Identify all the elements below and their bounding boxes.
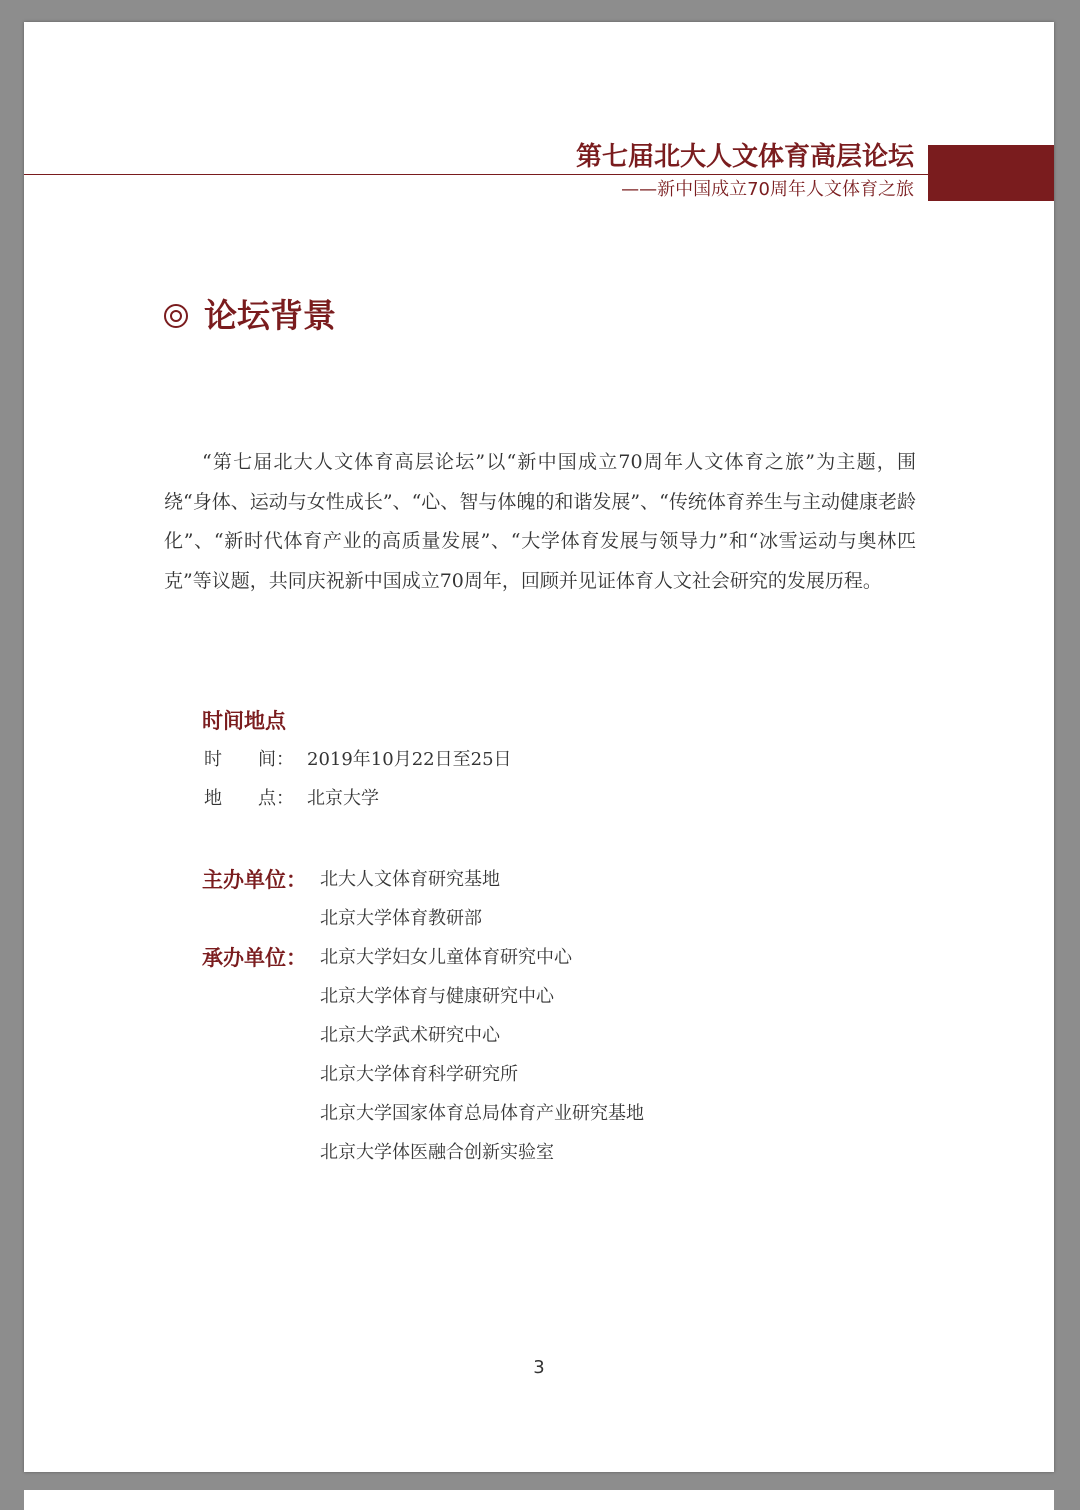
header-title: 第七届北大人文体育高层论坛: [575, 142, 914, 172]
co-organizer-item: 北京大学国家体育总局体育产业研究基地: [320, 1103, 644, 1124]
co-organizer-list: [320, 938, 644, 1172]
section-title: 论坛背景: [204, 296, 336, 335]
co-organizer-item: 北京大学武术研究中心: [320, 1025, 500, 1046]
double-circle-icon: [164, 304, 188, 328]
host-list: [320, 860, 500, 938]
co-organizer-label: 承办单位：: [202, 945, 307, 970]
document-page: [24, 22, 1054, 1472]
co-organizer-item: 北京大学体医融合创新实验室: [320, 1142, 554, 1163]
co-organizer-item: 北京大学体育与健康研究中心: [320, 986, 554, 1007]
time-place-heading: 时间地点: [202, 708, 286, 733]
host-item: 北京大学体育教研部: [320, 908, 482, 929]
header-subtitle: ——新中国成立70周年人文体育之旅: [621, 179, 914, 200]
next-page-edge: [24, 1490, 1054, 1510]
host-item: 北大人文体育研究基地: [320, 869, 500, 890]
time-row: [204, 747, 512, 773]
co-organizer-item: 北京大学妇女儿童体育研究中心: [320, 947, 572, 968]
place-value: 北京大学: [307, 788, 379, 809]
time-value: 2019年10月22日至25日: [307, 749, 512, 770]
section-heading: [164, 294, 336, 338]
intro-paragraph: “第七届北大人文体育高层论坛”以“新中国成立70周年人文体育之旅”为主题，围绕“身体、运动与女性成长”、“心、智与体魄的和谐发展”、“传统体育养生与主动健康老龄化”、“新时代体育产业的高质量发展”、“大学体育发展与领导力”和“冰雪运动与奥林匹克”等议题，共同庆祝新中国成立70周年，回顾并见证体育人文社会研究的发展历程。: [164, 451, 916, 592]
header-rule: [24, 174, 928, 175]
co-organizer-item: 北京大学体育科学研究所: [320, 1064, 518, 1085]
place-label: 地 点：: [204, 788, 294, 809]
time-label: 时 间：: [204, 749, 294, 770]
header-accent-block: [928, 145, 1054, 201]
place-row: [204, 786, 379, 812]
page-number: 3: [533, 1357, 545, 1378]
host-label: 主办单位：: [202, 867, 307, 892]
